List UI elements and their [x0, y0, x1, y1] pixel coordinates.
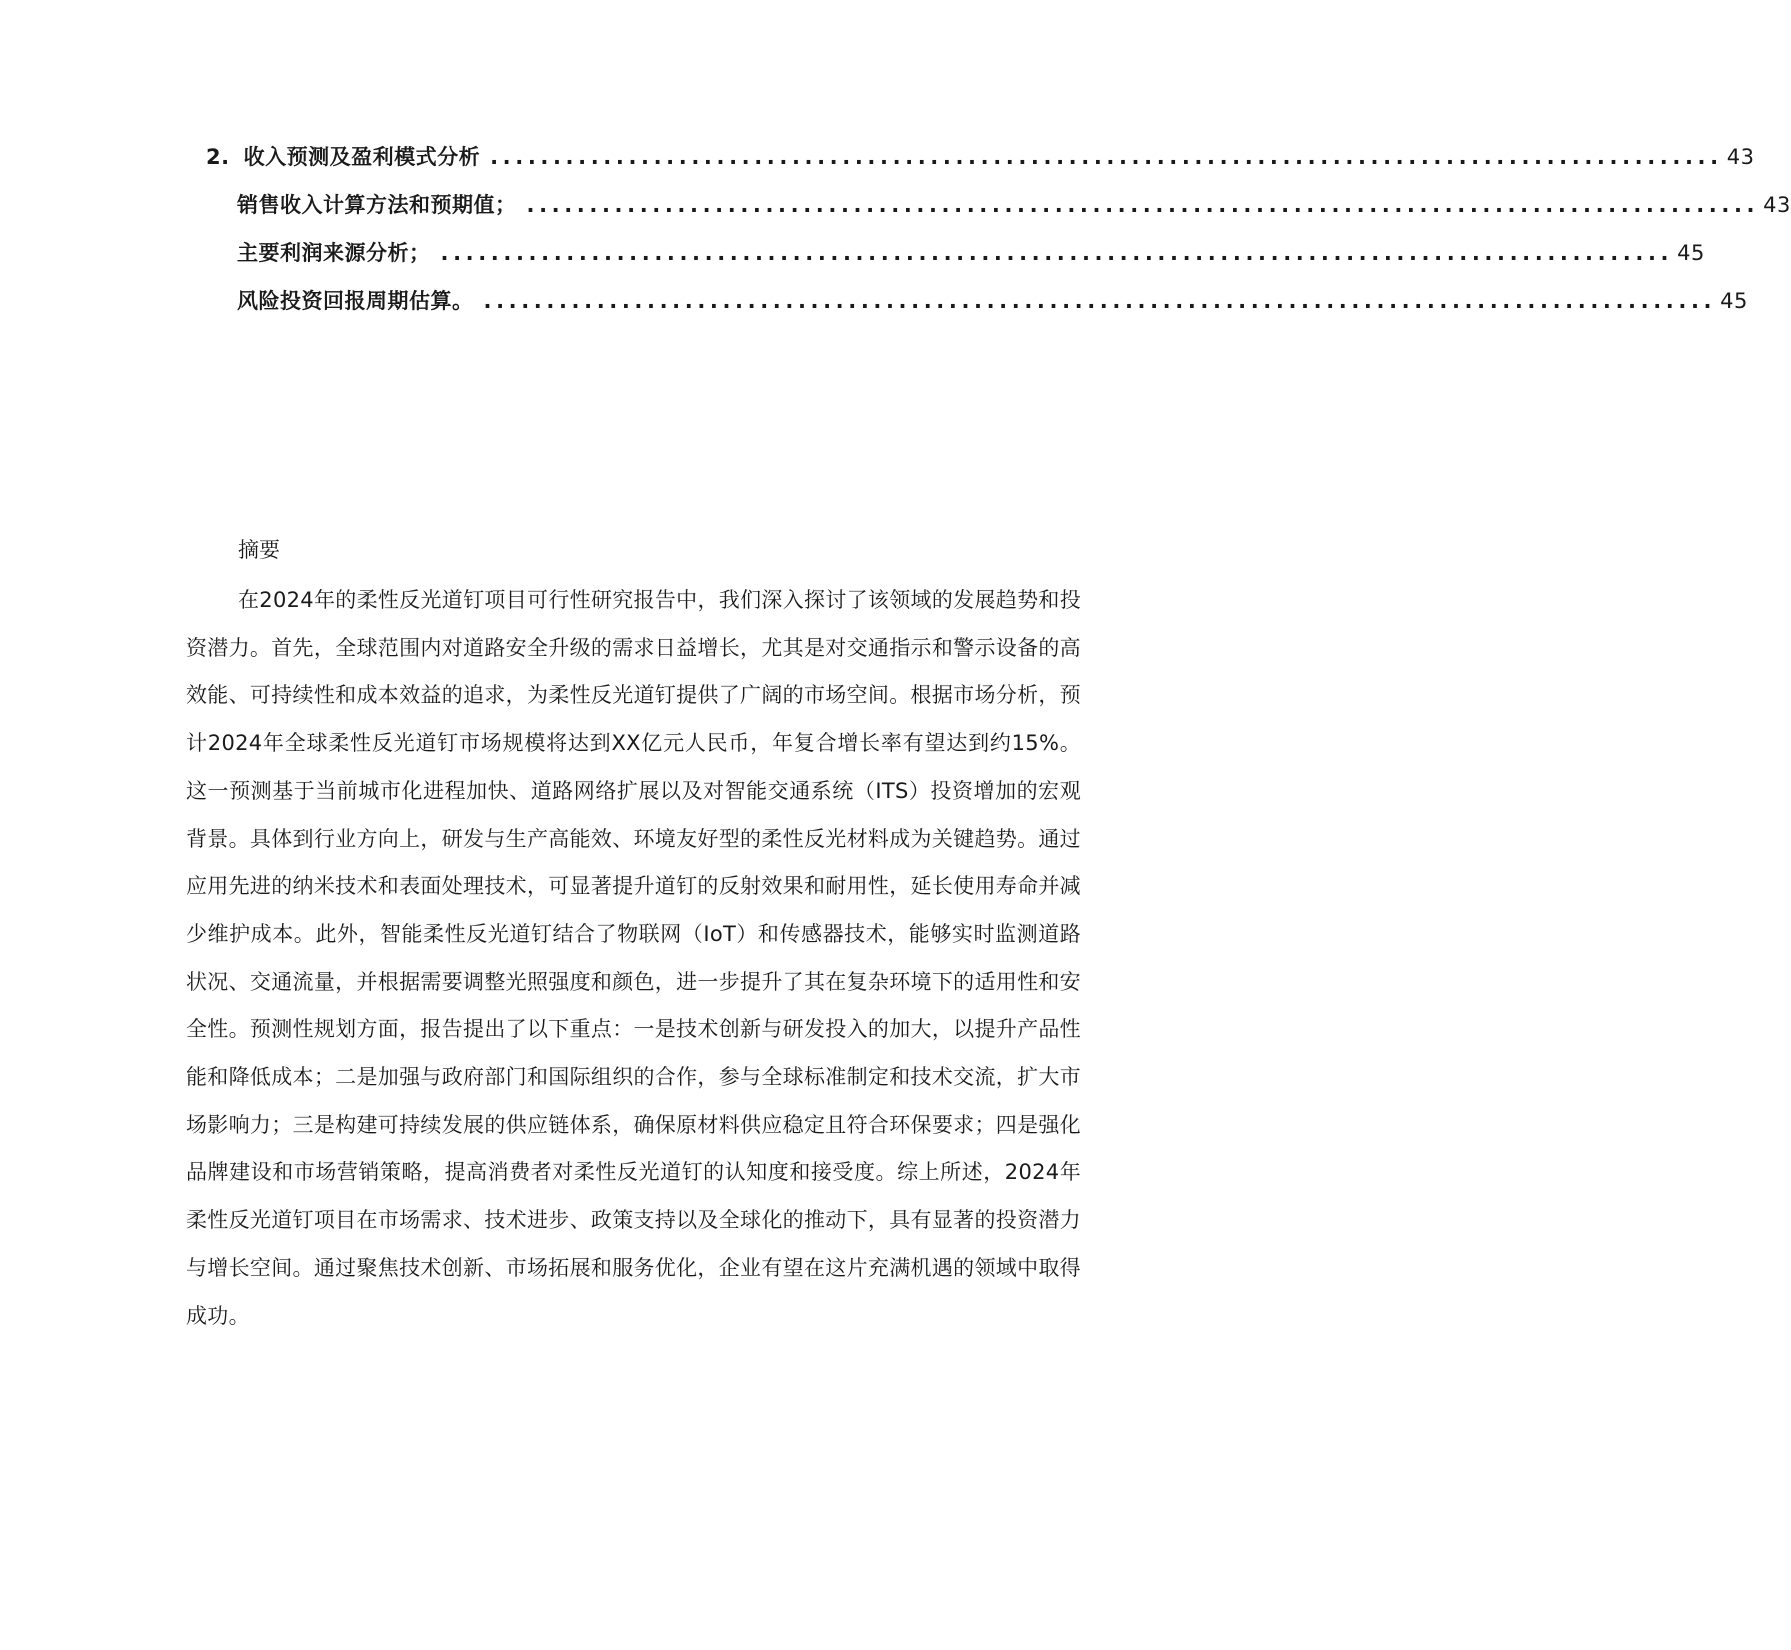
toc-entry-page: 45 [1677, 241, 1705, 265]
toc-entry-page: 43 [1726, 145, 1755, 169]
toc-entry-title: 收入预测及盈利模式分析 [243, 145, 481, 169]
toc-entry-title: 风险投资回报周期估算。 [237, 289, 474, 313]
toc-dot-leader: .................................................................................................. [490, 145, 1723, 169]
table-of-contents [206, 141, 1791, 333]
summary-heading: 摘要 [238, 538, 280, 562]
toc-entry-title: 主要利润来源分析； [237, 241, 431, 265]
toc-dot-leader: .................................................................................................. [483, 289, 1717, 313]
toc-entry[interactable] [206, 285, 1748, 333]
toc-entry[interactable] [206, 141, 1755, 189]
toc-dot-leader: .................................................................................................. [440, 241, 1674, 265]
toc-entry[interactable] [206, 189, 1791, 237]
toc-entry-page: 45 [1720, 289, 1748, 313]
summary-section [186, 535, 1081, 1340]
toc-entry-title: 销售收入计算方法和预期值； [237, 193, 517, 217]
toc-entry-number: 2. [206, 145, 230, 169]
summary-paragraph: 在2024年的柔性反光道钉项目可行性研究报告中，我们深入探讨了该领域的发展趋势和投资潜力。首先，全球范围内对道路安全升级的需求日益增长，尤其是对交通指示和警示设备的高效能、可持续性和成本效益的追求，为柔性反光道钉提供了广阔的市场空间。根据市场分析，预计2024年全球柔性反光道钉市场规模将达到XX亿元人民币，年复合增长率有望达到约15%。这一预测基于当前城市化进程加快、道路网络扩展以及对智能交通系统（ITS）投资增加的宏观背景。具体到行业方向上，研发与生产高能效、环境友好型的柔性反光材料成为关键趋势。通过应用先进的纳米技术和表面处理技术，可显著提升道钉的反射效果和耐用性，延长使用寿命并减少维护成本。此外，智能柔性反光道钉结合了物联网（IoT）和传感器技术，能够实时监测道路状况、交通流量，并根据需要调整光照强度和颜色，进一步提升了其在复杂环境下的适用性和安全性。预测性规划方面，报告提出了以下重点：一是技术创新与研发投入的加大，以提升产品性能和降低成本；二是加强与政府部门和国际组织的合作，参与全球标准制定和技术交流，扩大市场影响力；三是构建可持续发展的供应链体系，确保原材料供应稳定且符合环保要求；四是强化品牌建设和市场营销策略，提高消费者对柔性反光道钉的认知度和接受度。综上所述，2024年柔性反光道钉项目在市场需求、技术进步、政策支持以及全球化的推动下，具有显著的投资潜力与增长空间。通过聚焦技术创新、市场拓展和服务优化，企业有望在这片充满机遇的领域中取得成功。 [186, 588, 1081, 1328]
toc-entry[interactable] [206, 237, 1705, 285]
toc-dot-leader: .................................................................................................. [526, 193, 1760, 217]
toc-entry-page: 43 [1763, 193, 1791, 217]
